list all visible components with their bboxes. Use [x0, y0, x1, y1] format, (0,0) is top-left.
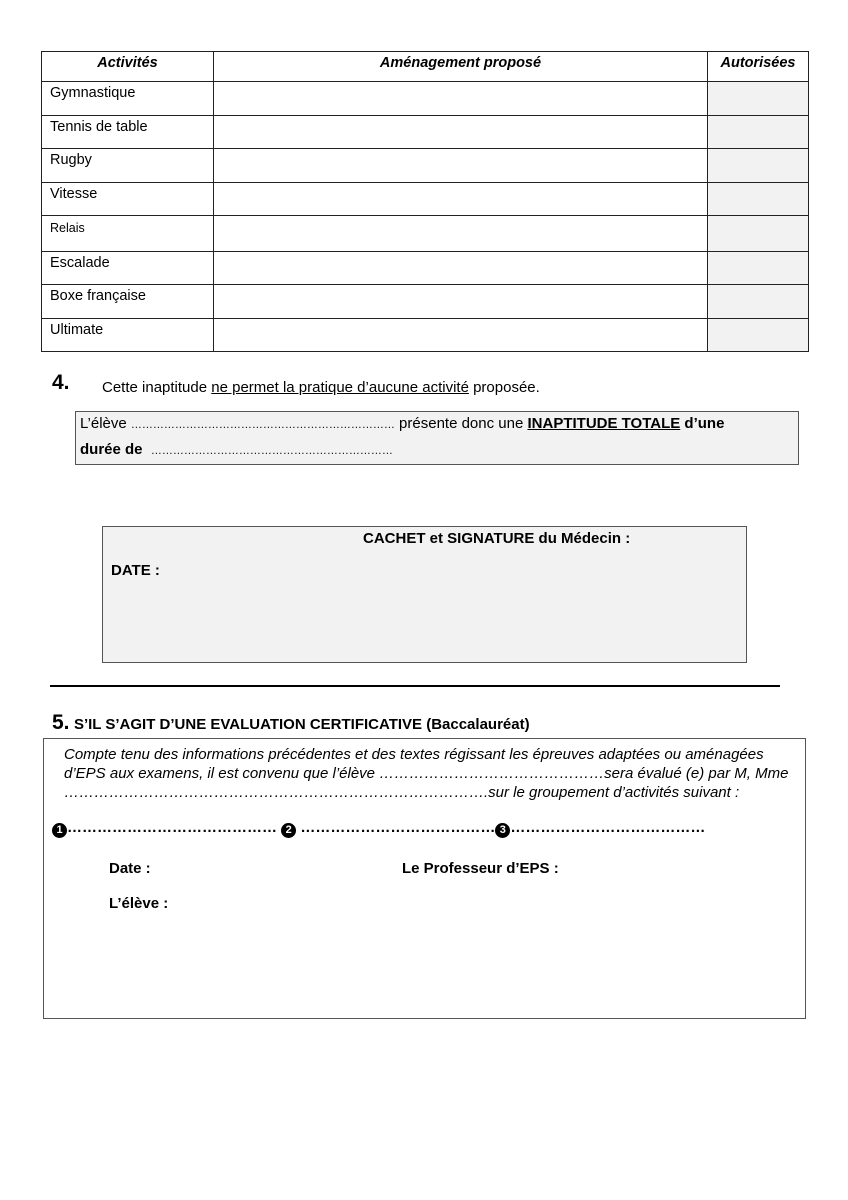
- student-signature-label: L’élève :: [109, 895, 169, 912]
- section-5-heading: [52, 711, 530, 735]
- table-row: [42, 149, 809, 183]
- adjustment-cell[interactable]: [214, 216, 708, 252]
- header-authorized: Autorisées: [708, 52, 809, 82]
- activity-name: Ultimate: [42, 318, 214, 352]
- text-part: d’une: [680, 415, 725, 432]
- activity-name: Escalade: [42, 251, 214, 285]
- adjustment-cell[interactable]: [214, 251, 708, 285]
- authorized-cell[interactable]: [708, 285, 809, 319]
- duration-field[interactable]: …………………………………………………………: [150, 445, 393, 457]
- authorized-cell[interactable]: [708, 251, 809, 285]
- authorized-cell[interactable]: [708, 318, 809, 352]
- statement-part: proposée.: [468, 379, 540, 396]
- table-row: [42, 285, 809, 319]
- header-activities: Activités: [42, 52, 214, 82]
- adjustment-cell[interactable]: [214, 285, 708, 319]
- certification-box: [43, 738, 806, 1019]
- authorized-cell[interactable]: [708, 149, 809, 183]
- activity-name: Relais: [42, 216, 214, 252]
- choice-1-field[interactable]: ……………………………………: [67, 819, 282, 836]
- cachet-signature-label: CACHET et SIGNATURE du Médecin :: [363, 530, 631, 547]
- professor-label: Le Professeur d’EPS :: [402, 860, 559, 877]
- table-row: [42, 251, 809, 285]
- certification-paragraph: Compte tenu des informations précédentes et des textes régissant les épreuves adaptées ou aménagées d’EPS aux examens, il est convenu que l’élève ………………………………………sera évalué (e) par M, Mme ………………………………………………………………………….sur le groupement d’activités suivant :: [64, 746, 789, 801]
- table-row: [42, 216, 809, 252]
- authorized-cell[interactable]: [708, 82, 809, 116]
- table-row: [42, 115, 809, 149]
- authorized-cell[interactable]: [708, 115, 809, 149]
- duration-label: durée de: [80, 441, 143, 458]
- student-name-field[interactable]: ………………………………………………………………: [130, 419, 395, 431]
- circled-one-icon: 1: [52, 823, 67, 838]
- statement-part: Cette inaptitude: [102, 379, 212, 396]
- authorized-cell[interactable]: [708, 216, 809, 252]
- doctor-signature-box[interactable]: [102, 526, 747, 663]
- section-divider: [50, 685, 780, 687]
- activity-name: Boxe française: [42, 285, 214, 319]
- total-inaptitude-box: [75, 411, 799, 465]
- adjustment-cell[interactable]: [214, 182, 708, 216]
- authorized-cell[interactable]: [708, 182, 809, 216]
- table-row: [42, 82, 809, 116]
- activity-name: Gymnastique: [42, 82, 214, 116]
- inaptitude-totale-label: INAPTITUDE TOTALE: [527, 415, 681, 432]
- header-adjustment: Aménagement proposé: [214, 52, 708, 82]
- adjustment-cell[interactable]: [214, 115, 708, 149]
- circled-two-icon: 2: [281, 823, 296, 838]
- table-header-row: [42, 52, 809, 82]
- section-5-number: 5.: [52, 711, 70, 734]
- total-inaptitude-line-1: [80, 415, 724, 432]
- section-4-number: 4.: [52, 371, 70, 394]
- adjustment-cell[interactable]: [214, 149, 708, 183]
- section-4-statement: [102, 379, 540, 396]
- activity-group-choices: [52, 819, 705, 838]
- date-label: Date :: [109, 860, 151, 877]
- total-inaptitude-line-2: [80, 441, 393, 458]
- choice-2-field[interactable]: …………………………………: [296, 819, 496, 836]
- activity-name: Vitesse: [42, 182, 214, 216]
- choice-3-field[interactable]: …………………………………: [510, 819, 706, 836]
- table-row: [42, 318, 809, 352]
- circled-three-icon: 3: [495, 823, 510, 838]
- adjustment-cell[interactable]: [214, 82, 708, 116]
- statement-underlined: ne permet la pratique d’aucune activité: [211, 379, 469, 396]
- student-label: L’élève: [80, 415, 131, 432]
- adjustment-cell[interactable]: [214, 318, 708, 352]
- activities-table: [41, 51, 809, 352]
- activity-name: Tennis de table: [42, 115, 214, 149]
- date-label: DATE :: [111, 562, 160, 579]
- activity-name: Rugby: [42, 149, 214, 183]
- section-5-title: S’IL S’AGIT D’UNE EVALUATION CERTIFICATIVE (Baccalauréat): [73, 716, 530, 733]
- table-row: [42, 182, 809, 216]
- text-part: présente donc une: [394, 415, 528, 432]
